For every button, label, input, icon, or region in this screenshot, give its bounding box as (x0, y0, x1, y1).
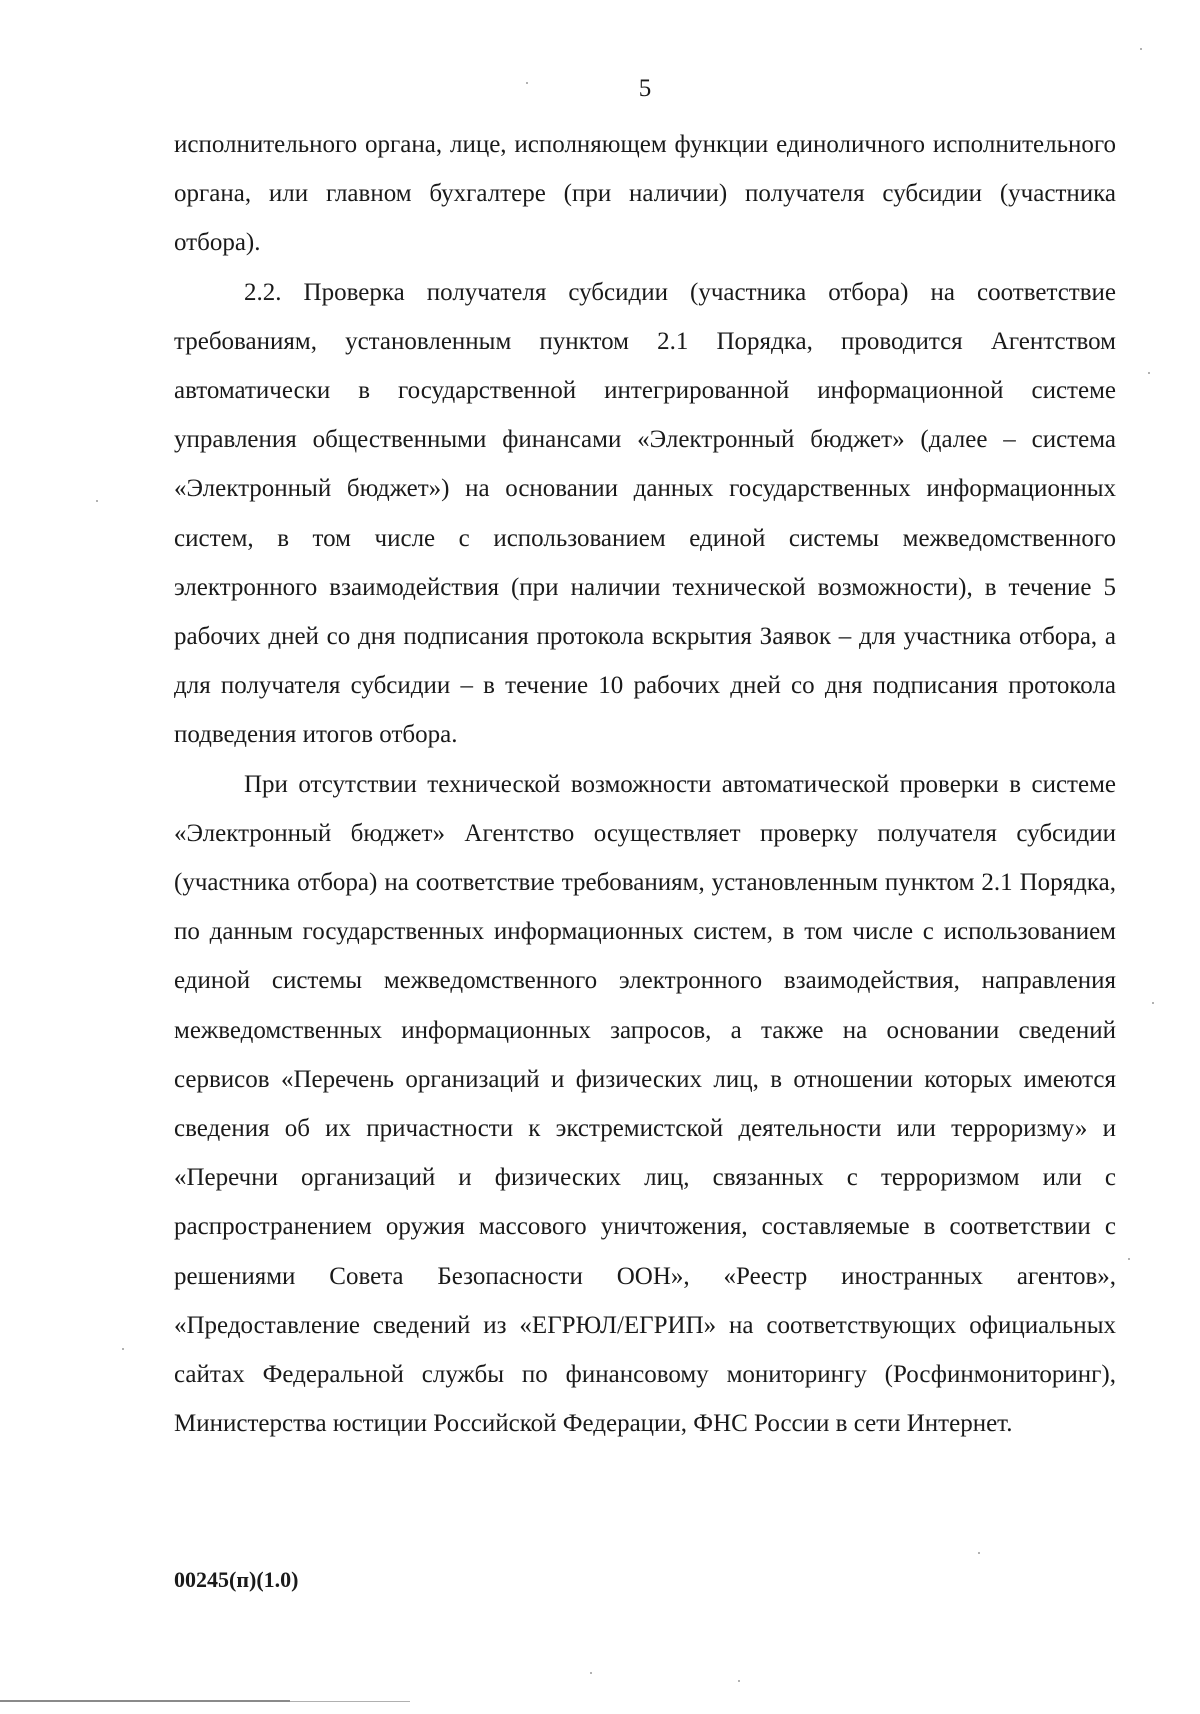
page-number: 5 (638, 75, 652, 102)
document-code: 00245(п)(1.0) (174, 1567, 299, 1592)
paragraph-manual-check: При отсутствии технической возможности автоматической проверки в системе «Электронный бюджет» Агентство осуществляет проверку получателя субсидии (участника отбора) на соответствие требованиям, установленным пунктом 2.1 Порядка, по данным государственных информационных систем, в том числе с использованием единой системы межведомственного электронного взаимодействия, направления межведомственных информационных запросов, а также на основании сведений сервисов «Перечень организаций и физических лиц, в отношении которых имеются сведения об их причастности к экстремистской деятельности или терроризму» и «Перечни организаций и физических лиц, связанных с терроризмом или с распространением оружия массового уничтожения, составляемые в соответствии с решениями Совета Безопасности ООН», «Реестр иностранных агентов», «Предоставление сведений из «ЕГРЮЛ/ЕГРИП» на соответствующих официальных сайтах Федеральной службы по финансовому мониторингу (Росфинмониторинг), Министерства юстиции Российской Федерации, ФНС России в сети Интернет. (174, 770, 1116, 1438)
scan-speck (738, 1680, 740, 1682)
scan-speck (590, 1672, 592, 1674)
scan-speck (526, 82, 528, 84)
scan-speck (1140, 48, 1142, 50)
scan-speck (978, 1552, 980, 1554)
scan-speck (1148, 372, 1150, 374)
paragraph-2-2: 2.2. Проверка получателя субсидии (участника отбора) на соответствие требованиям, установленным пунктом 2.1 Порядка, проводится Агентством автоматически в государственной интегрированной информационной системе управления общественными финансами «Электронный бюджет» (далее – система «Электронный бюджет») на основании данных государственных информационных систем, в том числе с использованием единой системы межведомственного электронного взаимодействия (при наличии технической возможности), в течение 5 рабочих дней со дня подписания протокола вскрытия Заявок – для участника отбора, а для получателя субсидии – в течение 10 рабочих дней со дня подписания протокола подведения итогов отбора. (174, 278, 1116, 749)
document-body (174, 120, 1116, 1448)
scan-edge-line (0, 1700, 290, 1702)
scan-speck (122, 1348, 124, 1350)
scan-speck (96, 500, 98, 502)
scan-speck (1152, 1002, 1154, 1004)
scan-speck (1128, 1258, 1130, 1260)
scan-edge-line-faint (290, 1701, 410, 1702)
paragraph-continuation: исполнительного органа, лице, исполняющем функции единоличного исполнительного органа, или главном бухгалтере (при наличии) получателя субсидии (участника отбора). (174, 131, 1116, 257)
